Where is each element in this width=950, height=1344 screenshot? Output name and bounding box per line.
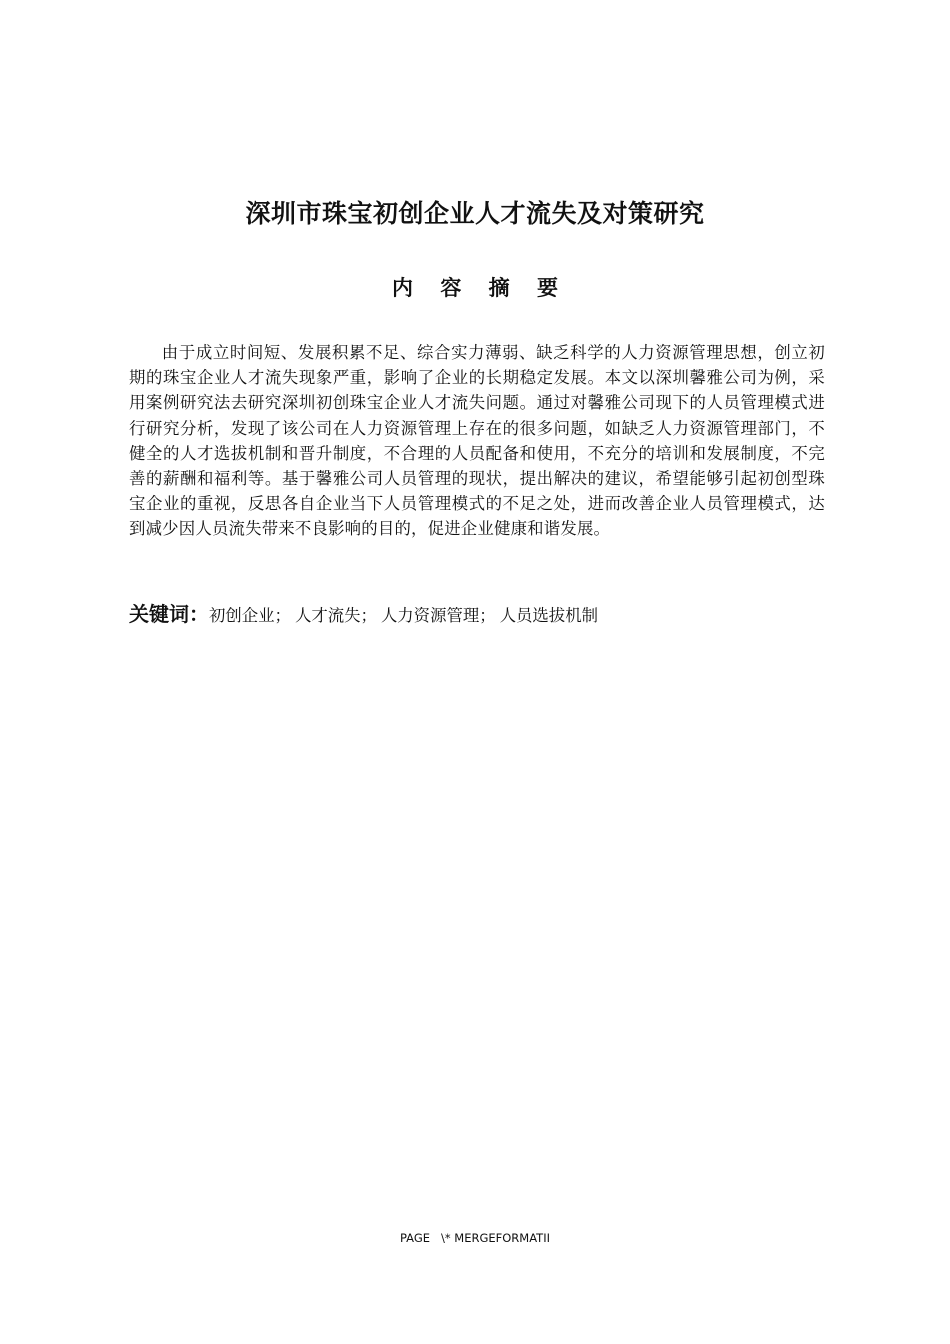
keyword-item: 初创企业； bbox=[209, 606, 291, 625]
abstract-paragraph: 由于成立时间短、发展积累不足、综合实力薄弱、缺乏科学的人力资源管理思想，创立初期的珠宝企业人才流失现象严重，影响了企业的长期稳定发展。本文以深圳馨雅公司为例，采用案例研究法去研究深圳初创珠宝企业人才流失问题。通过对馨雅公司现下的人员管理模式进行研究分析，发现了该公司在人力资源管理上存在的很多问题，如缺乏人力资源管理部门，不健全的人才选拔机制和晋升制度，不合理的人员配备和使用，不充分的培训和发展制度，不完善的薪酬和福利等。基于馨雅公司人员管理的现状，提出解决的建议，希望能够引起初创型珠宝企业的重视，反思各自企业当下人员管理模式的不足之处，进而改善企业人员管理模式，达到减少因人员流失带来不良影响的目的，促进企业健康和谐发展。 bbox=[129, 343, 825, 539]
keywords-line bbox=[129, 599, 825, 631]
abstract-heading: 内 容 摘 要 bbox=[392, 276, 568, 300]
keyword-item: 人才流失； bbox=[294, 606, 377, 625]
document-title: 深圳市珠宝初创企业人才流失及对策研究 bbox=[245, 199, 705, 228]
keyword-item: 人力资源管理； bbox=[380, 606, 496, 625]
page-footer-field: PAGE \* MERGEFORMATII bbox=[399, 1231, 550, 1245]
keyword-item: 人员选拔机制 bbox=[499, 606, 598, 625]
keywords-label: 关键词： bbox=[129, 602, 209, 626]
